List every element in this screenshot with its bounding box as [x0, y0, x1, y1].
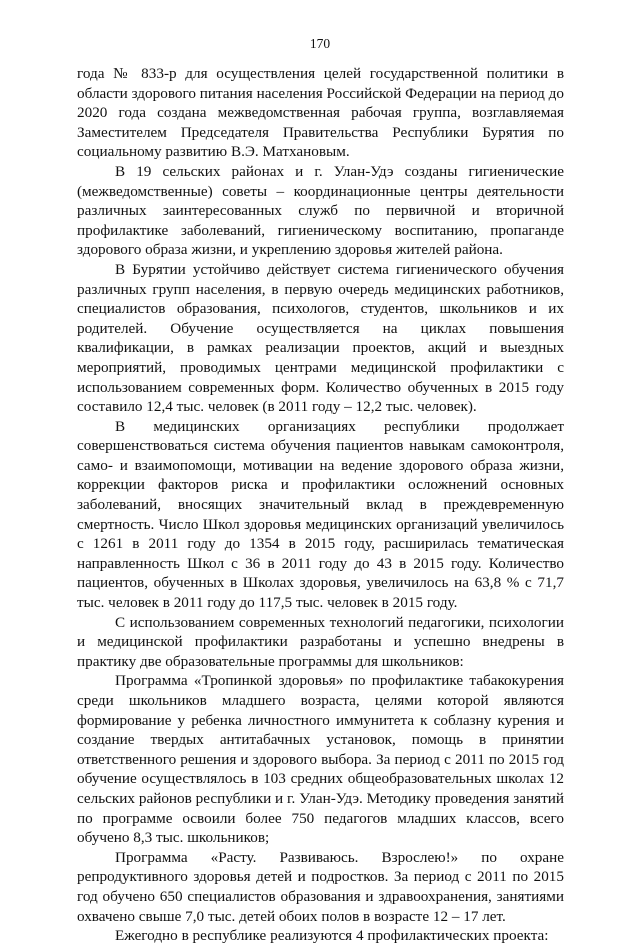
body-text [77, 64, 564, 946]
paragraph: В медицинских организациях республики продолжает совершенствоваться система обучения пациентов навыкам самоконтроля, само- и взаимопомощи, мотивации на ведение здорового образа жизни, коррекции факторов риска и профилактики осложнений основных заболеваний, вносящих значительный вклад в преждевременную смертность. Число Школ здоровья медицинских организаций увеличилось с 1261 в 2011 году до 1354 в 2015 году, расширилась тематическая направленность Школ с 36 в 2011 году до 43 в 2015 году. Количество пациентов, обученных в Школах здоровья, увеличилось на 63,8 % с 71,7 тыс. человек в 2011 году до 117,5 тыс. человек в 2015 году. [77, 417, 564, 612]
paragraph: С использованием современных технологий педагогики, психологии и медицинской профилактики разработаны и успешно внедрены в практику две образовательные программы для школьников: [77, 613, 564, 670]
page-number: 170 [309, 36, 331, 51]
paragraph: Программа «Расту. Развиваюсь. Взрослею!» по охране репродуктивного здоровья детей и подростков. За период с 2011 по 2015 год обучено 650 специалистов образования и здравоохранения, занятиями охвачено свыше 7,0 тыс. детей обоих полов в возрасте 12 – 17 лет. [77, 848, 564, 925]
paragraph: года № 833-р для осуществления целей государственной политики в области здорового питания населения Российской Федерации на период до 2020 года создана межведомственная рабочая группа, возглавляемая Заместителем Председателя Правительства Республики Бурятия по социальному развитию В.Э. Матхановым. [77, 65, 564, 161]
paragraph: В 19 сельских районах и г. Улан-Удэ созданы гигиенические (межведомственные) советы – координационные центры деятельности различных заинтересованных служб по первичной и вторичной профилактике заболеваний, гигиеническому воспитанию, пропаганде здорового образа жизни, и укреплению здоровья жителей района. [77, 162, 564, 259]
paragraph: Программа «Тропинкой здоровья» по профилактике табакокурения среди школьников младшего возраста, целями которой являются формирование у ребенка личностного иммунитета к соблазну курения и создание твердых антитабачных установок, помощь в принятии ответственного решения и здорового выбора. За период с 2011 по 2015 год обучение осуществлялось в 103 средних общеобразовательных школах 12 сельских районов республики и г. Улан-Удэ. Методику проведения занятий по программе освоили более 750 педагогов младших классов, всего обучено 8,3 тыс. школьников; [77, 672, 564, 847]
paragraph: Ежегодно в республике реализуются 4 профилактических проекта: [115, 927, 549, 945]
paragraph: В Бурятии устойчиво действует система гигиенического обучения различных групп населения, в первую очередь медицинских работников, специалистов образования, психологов, студентов, школьников и их родителей. Обучение осуществляется на циклах повышения квалификации, в рамках реализации проектов, акций и выездных мероприятий, проводимых центрами медицинской профилактики с использованием современных форм. Количество обученных в 2015 году составило 12,4 тыс. человек (в 2011 году – 12,2 тыс. человек). [77, 260, 564, 416]
